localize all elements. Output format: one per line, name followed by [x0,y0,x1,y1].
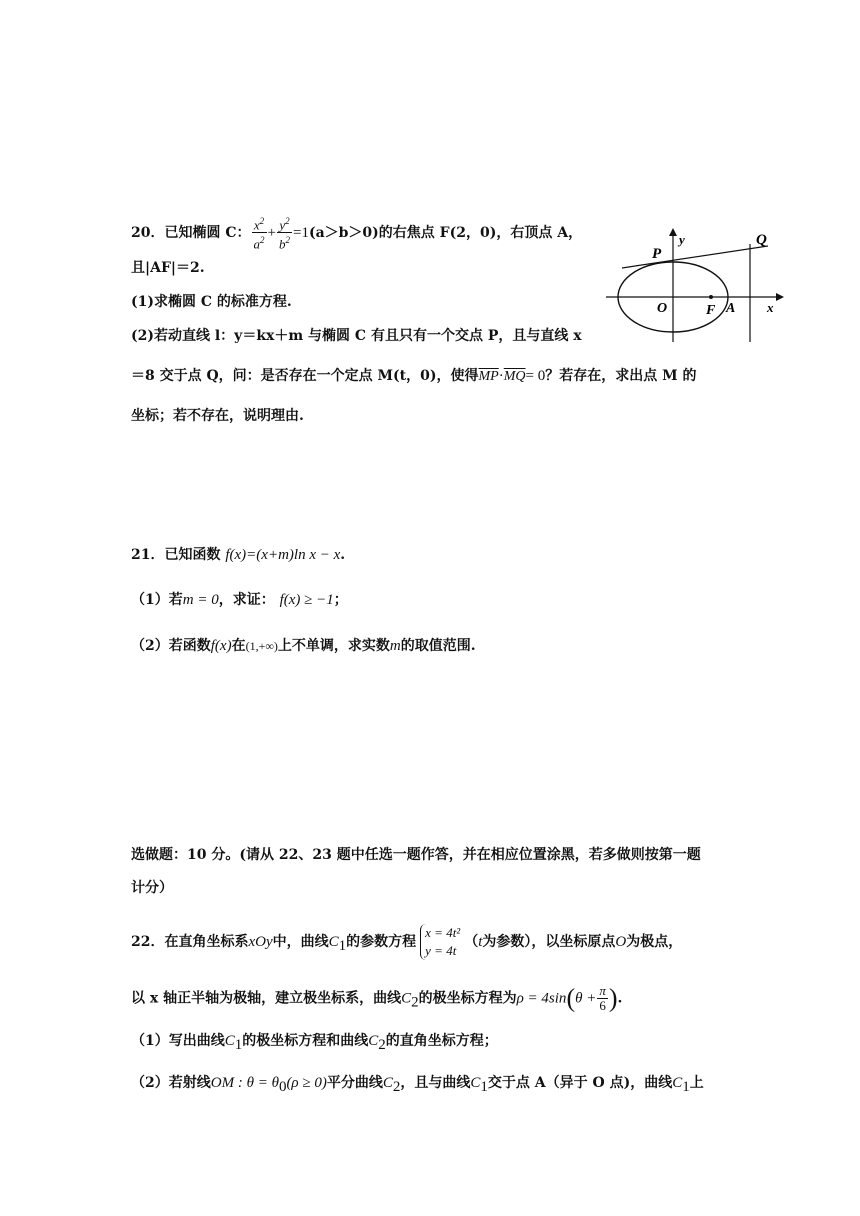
label-O: O [657,301,668,316]
elective-note-line2: 计分） [131,880,173,896]
q22-line1: 22．在直角坐标系xOy中，曲线$C_1$的参数方程 x = 4t² y = 4t （t为参数），以坐标原点O为极点， [131,925,683,958]
q20-line1: 20．已知椭圆 C： $\frac{x^2}{a^2}$ + $\frac{y^2}{b^2}$ =1(a＞b＞0)的右焦点 F(2，0)，右顶点 A， [131,216,583,252]
label-A: A [726,301,736,316]
y-axis-arrow [669,228,677,236]
label-y: y [679,232,685,247]
label-Q: Q [756,232,767,248]
q20-line5: ＝8 交于点 Q，问：是否存在一个定点 M(t，0)，使得$\overline{MP}\cdot\overline{MQ}= 0$？若存在，求出点 M 的 [131,368,697,384]
q21-part2: （2）若函数f(x)在(1,+∞)上不单调，求实数m的取值范围. [131,638,476,654]
pi-over-6: $\frac{\pi}{6}$ [599,983,606,1013]
vector-mp: $\overline{MP}$ [478,369,499,384]
q22-line2: 以 x 轴正半轴为极轴，建立极坐标系，曲线$C_2$的极坐标方程为ρ = 4sin(θ + $\frac{\pi}{6}$ ). [131,983,623,1013]
label-F: F [706,303,716,318]
ellipse-figure [600,226,785,346]
q20-number: 20 [131,224,151,241]
vector-mq: $\overline{MQ}$ [503,369,526,384]
x2-over-a2: $\frac{x^2}{a^2}$ [253,216,265,252]
x-axis-arrow [776,293,784,301]
q22-part2: （2）若射线OM : $\theta = \theta_0(\rho \ge 0)$平分曲线$C_2$，且与曲线$C_1$交于点 A（异于 O 点)，曲线$C_1$上 [131,1075,704,1095]
q21-line1: 21．已知函数 f(x)=(x+m)ln x − x. [131,547,346,563]
q20-line6: 坐标；若不存在，说明理由. [131,408,304,424]
q22-part1: （1）写出曲线$C_1$的极坐标方程和曲线$C_2$的直角坐标方程； [131,1033,498,1053]
q21-part1: （1）若m = 0，求证： f(x) ≥ −1； [131,592,348,608]
y2-over-b2: $\frac{y^2}{b^2}$ [278,216,290,252]
label-P: P [652,246,662,262]
elective-note-line1: 选做题：10 分。(请从 22、23 题中任选一题作答，并在相应位置涂黑，若多做则按第一题 [131,847,701,863]
q20-part2: (2)若动直线 l：y＝kx＋m 与椭圆 C 有且只有一个交点 P，且与直线 x [131,328,582,344]
parametric-system: x = 4t² y = 4t [420,924,460,960]
focus-point [709,295,713,299]
q20-line2: 且|AF|＝2. [131,260,205,276]
label-x: x [767,300,774,315]
q20-part1: (1)求椭圆 C 的标准方程. [131,294,292,310]
q21-function: f(x)=(x+m)ln x − x [225,547,341,563]
